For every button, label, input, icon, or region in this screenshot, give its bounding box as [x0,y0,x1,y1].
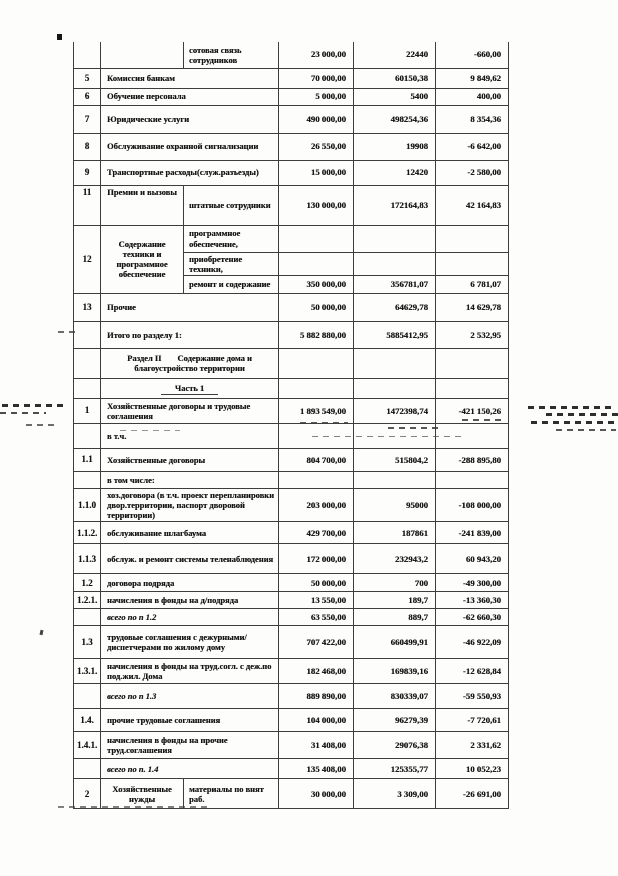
table-row [74,544,509,574]
difference-amount: -660,00 [436,42,509,68]
table-row [74,378,509,398]
row-number-cell: 1.3.1. [74,659,101,684]
difference-amount: -62 660,30 [436,609,509,626]
table-row [74,348,509,378]
subtotal-label: всего по п 1.3 [101,684,279,709]
subcategory-cell: программное обеспечение, [184,225,279,252]
table-row [74,225,509,252]
plan-amount: 13 550,00 [279,592,354,609]
scan-artifact [2,404,64,407]
row-number-cell [74,684,101,709]
section-header [101,348,279,378]
plan-amount: 203 000,00 [279,488,354,522]
item-label: начисления в фонды на труд.согл. с деж.по под.жил. Дома [101,659,279,684]
plan-amount: 50 000,00 [279,293,354,321]
item-label: трудовые соглашения с дежурными/диспетчерами по жилому дому [101,626,279,659]
table-row [74,321,509,348]
table-row [74,133,509,160]
difference-amount: -288 895,80 [436,448,509,471]
fact-amount: 356781,07 [354,275,436,293]
table-row [74,659,509,684]
plan-amount: 889 890,00 [279,684,354,709]
item-label: начисления в фонды на д/подряда [101,592,279,609]
fact-amount: 515804,2 [354,448,436,471]
plan-amount: 172 000,00 [279,544,354,574]
difference-amount: -59 550,93 [436,684,509,709]
row-number-cell: 6 [74,88,101,105]
row-number-cell [74,759,101,779]
difference-amount [436,423,509,448]
fact-amount: 169839,16 [354,659,436,684]
subcategory-cell: ремонт и содержание [184,275,279,293]
difference-amount: -49 300,00 [436,574,509,592]
plan-amount: 63 550,00 [279,609,354,626]
table-row [74,779,509,809]
item-label: Хозяйственные договоры [101,448,279,471]
difference-amount: 400,00 [436,88,509,105]
difference-amount: 2 532,95 [436,321,509,348]
item-label: обслуж. и ремонт системы теленаблюдения [101,544,279,574]
section-total-label: Итого по разделу 1: [101,321,279,348]
table-row [74,626,509,659]
row-number-cell [74,42,101,68]
table-row [74,759,509,779]
row-number-cell: 9 [74,160,101,185]
table-row [74,105,509,133]
plan-amount: 5 882 880,00 [279,321,354,348]
row-number-cell [74,609,101,626]
plan-amount: 70 000,00 [279,68,354,88]
item-label: обслуживание шлагбаума [101,522,279,544]
row-number-cell [74,321,101,348]
fact-amount: 187861 [354,522,436,544]
row-number-cell: 1.3 [74,626,101,659]
difference-amount: -46 922,09 [436,626,509,659]
plan-amount: 182 468,00 [279,659,354,684]
table-row [74,522,509,544]
item-label: Комиссия банкам [101,68,279,88]
category-cell [101,42,184,68]
plan-amount: 23 000,00 [279,42,354,68]
difference-amount: -26 691,00 [436,779,509,809]
part-title: Часть 1 [161,383,218,395]
section-title: Содержание дома и благоустройство территории [134,353,252,374]
difference-amount: 42 164,83 [436,185,509,225]
fact-amount: 12420 [354,160,436,185]
difference-amount [436,378,509,398]
row-number-cell: 1.1.3 [74,544,101,574]
item-label: хоз.договора (в т.ч. проект перепланировки двор.территории, паспорт дворовой территории) [101,488,279,522]
plan-amount: 490 000,00 [279,105,354,133]
difference-amount [436,471,509,488]
item-label: Транспортные расходы(служ.разъезды) [101,160,279,185]
fact-amount: 5885412,95 [354,321,436,348]
table-row [74,732,509,759]
item-label: Хозяйственные договоры и трудовые соглашения [101,398,279,423]
plan-amount: 707 422,00 [279,626,354,659]
difference-amount: -108 000,00 [436,488,509,522]
subcategory-cell: штатные сотрудники [184,185,279,225]
plan-amount: 130 000,00 [279,185,354,225]
subcategory-cell: приобретение техники, [184,252,279,275]
table-row [74,88,509,105]
fact-amount [354,225,436,252]
table-row [74,592,509,609]
plan-amount: 1 893 549,00 [279,398,354,423]
table-row [74,68,509,88]
fact-amount [354,423,436,448]
row-number-cell: 1.2 [74,574,101,592]
item-label: прочие трудовые соглашения [101,709,279,732]
table-row [74,185,509,225]
row-number-cell [74,471,101,488]
subtotal-label: всего по п 1.2 [101,609,279,626]
table-row [74,684,509,709]
difference-amount: 2 331,62 [436,732,509,759]
table-row [74,398,509,423]
part-header [101,378,279,398]
row-number-cell: 1.1.0 [74,488,101,522]
fact-amount: 19908 [354,133,436,160]
fact-amount: 889,7 [354,609,436,626]
table-row [74,488,509,522]
plan-amount: 31 408,00 [279,732,354,759]
row-number-cell: 8 [74,133,101,160]
item-label: договора подряда [101,574,279,592]
table-row [74,709,509,732]
fact-amount: 498254,36 [354,105,436,133]
fact-amount: 96279,39 [354,709,436,732]
fact-amount: 5400 [354,88,436,105]
section-number: Раздел II [127,353,162,364]
difference-amount: -12 628,84 [436,659,509,684]
table-row [74,471,509,488]
plan-amount: 5 000,00 [279,88,354,105]
fact-amount: 125355,77 [354,759,436,779]
difference-amount: 14 629,78 [436,293,509,321]
item-label: начисления в фонды на прочие труд.соглашения [101,732,279,759]
plan-amount: 104 000,00 [279,709,354,732]
fact-amount: 172164,83 [354,185,436,225]
plan-amount [279,378,354,398]
plan-amount: 429 700,00 [279,522,354,544]
fact-amount: 95000 [354,488,436,522]
fact-amount: 1472398,74 [354,398,436,423]
difference-amount: -2 580,00 [436,160,509,185]
row-number-cell: 7 [74,105,101,133]
row-number-cell: 13 [74,293,101,321]
fact-amount: 22440 [354,42,436,68]
fact-amount: 3 309,00 [354,779,436,809]
scan-artifact [40,630,44,636]
table-row [74,448,509,471]
fact-amount: 189,7 [354,592,436,609]
plan-amount: 50 000,00 [279,574,354,592]
fact-amount [354,471,436,488]
row-number-cell: 1.1.2. [74,522,101,544]
difference-amount: 10 052,23 [436,759,509,779]
difference-amount: -241 839,00 [436,522,509,544]
category-cell: Премии и вызовы [101,185,184,225]
row-number-cell: 11 [74,185,101,225]
fact-amount: 232943,2 [354,544,436,574]
scan-artifact [26,424,56,426]
plan-amount [279,471,354,488]
row-number-cell: 1.4. [74,709,101,732]
category-cell: Хозяйственные нужды [101,779,184,809]
category-cell: Содержание техники и программное обеспечение [101,225,184,293]
row-number-cell: 1.2.1. [74,592,101,609]
row-number-cell: 2 [74,779,101,809]
row-number-cell [74,348,101,378]
row-number-cell: 12 [74,225,101,293]
difference-amount: -421 150,26 [436,398,509,423]
item-label: Прочие [101,293,279,321]
fact-amount: 64629,78 [354,293,436,321]
scan-artifact [556,429,616,431]
scan-artifact [531,421,617,424]
table-row [74,160,509,185]
difference-amount: 6 781,07 [436,275,509,293]
plan-amount: 350 000,00 [279,275,354,293]
budget-table [73,42,509,809]
plan-amount: 26 550,00 [279,133,354,160]
fact-amount [354,252,436,275]
fact-amount: 60150,38 [354,68,436,88]
fact-amount [354,378,436,398]
item-label: Обслуживание охранной сигнализации [101,133,279,160]
fact-amount: 29076,38 [354,732,436,759]
difference-amount: 8 354,36 [436,105,509,133]
table-row [74,423,509,448]
plan-amount [279,225,354,252]
table-row [74,42,509,68]
plan-amount: 804 700,00 [279,448,354,471]
difference-amount: 9 849,62 [436,68,509,88]
fact-amount: 660499,91 [354,626,436,659]
row-number-cell: 1.4.1. [74,732,101,759]
subcategory-cell: материалы по внят раб. [184,779,279,809]
difference-amount: 60 943,20 [436,544,509,574]
difference-amount [436,225,509,252]
difference-amount: -13 360,30 [436,592,509,609]
table-row [74,609,509,626]
plan-amount: 15 000,00 [279,160,354,185]
subtotal-label: всего по п. 1.4 [101,759,279,779]
difference-amount: -6 642,00 [436,133,509,160]
item-label: Юридические услуги [101,105,279,133]
item-label: в т.ч. [101,423,279,448]
plan-amount [279,252,354,275]
scan-artifact [528,406,616,409]
plan-amount [279,348,354,378]
row-number-cell: 1 [74,398,101,423]
table-row [74,574,509,592]
scan-artifact [0,412,46,414]
scan-artifact [546,413,618,416]
row-number-cell [74,423,101,448]
row-number-cell: 5 [74,68,101,88]
table-row [74,293,509,321]
row-number-cell: 1.1 [74,448,101,471]
difference-amount [436,348,509,378]
subcategory-cell: сотовая связь сотрудников [184,42,279,68]
row-number-cell [74,378,101,398]
difference-amount: -7 720,61 [436,709,509,732]
plan-amount: 135 408,00 [279,759,354,779]
plan-amount: 30 000,00 [279,779,354,809]
fact-amount: 700 [354,574,436,592]
item-label: в том числе: [101,471,279,488]
plan-amount [279,423,354,448]
fact-amount [354,348,436,378]
fact-amount: 830339,07 [354,684,436,709]
scan-artifact [57,34,62,40]
difference-amount [436,252,509,275]
item-label: Обучение персонала [101,88,279,105]
